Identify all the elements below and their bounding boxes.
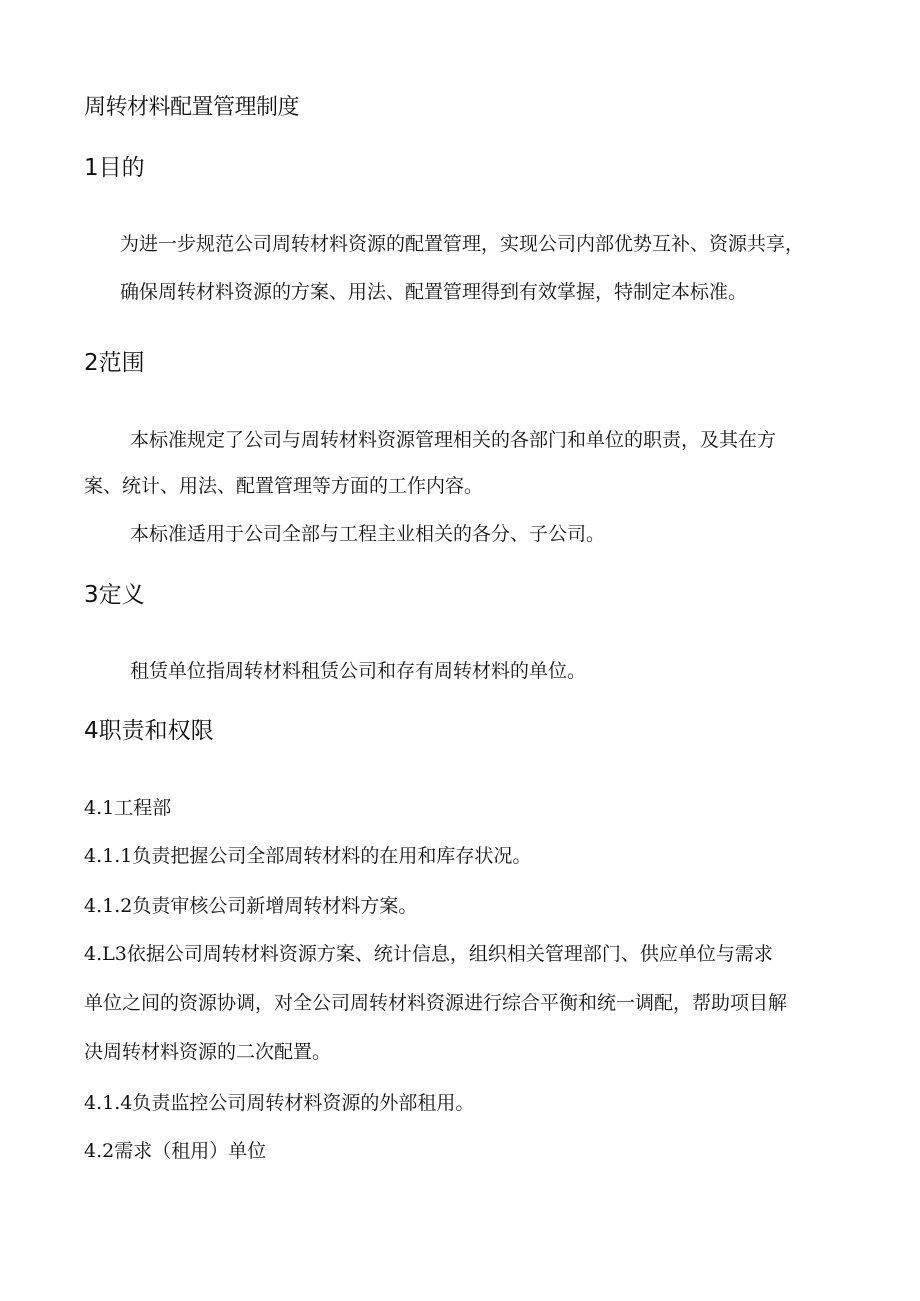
paragraph-line: 确保周转材料资源的方案、用法、配置管理得到有效掌握，特制定本标准。 [120,281,748,303]
paragraph-line: 为进一步规范公司周转材料资源的配置管理，实现公司内部优势互补、资源共享， [120,233,805,255]
paragraph-line: 案、统计、用法、配置管理等方面的工作内容。 [84,475,484,497]
clause-line: 4.1.4负责监控公司周转材料资源的外部租用。 [84,1092,475,1114]
clause-line: 决周转材料资源的二次配置。 [84,1041,332,1063]
clause-line: 4.1.1负责把握公司全部周转材料的在用和库存状况。 [84,845,532,867]
clause-line: 4.1.2负责审核公司新增周转材料方案。 [84,895,418,917]
document-title: 周转材料配置管理制度 [84,95,300,120]
paragraph-line: 本标准适用于公司全部与工程主业相关的各分、子公司。 [130,523,606,545]
clause-line: 4.L3依据公司周转材料资源方案、统计信息，组织相关管理部门、供应单位与需求 [84,943,773,965]
section-heading-responsibilities: 4职责和权限 [84,718,214,744]
clause-line: 4.1工程部 [84,797,172,819]
paragraph-line: 租赁单位指周转材料租赁公司和存有周转材料的单位。 [130,660,587,682]
section-heading-purpose: 1目的 [84,155,145,181]
clause-line: 单位之间的资源协调，对全公司周转材料资源进行综合平衡和统一调配，帮助项目解 [84,992,788,1014]
paragraph-line: 本标准规定了公司与周转材料资源管理相关的各部门和单位的职责，及其在方 [130,429,777,451]
clause-line: 4.2需求（租用）单位 [84,1140,267,1162]
section-heading-definition: 3定义 [84,582,145,608]
section-heading-scope: 2范围 [84,350,145,376]
